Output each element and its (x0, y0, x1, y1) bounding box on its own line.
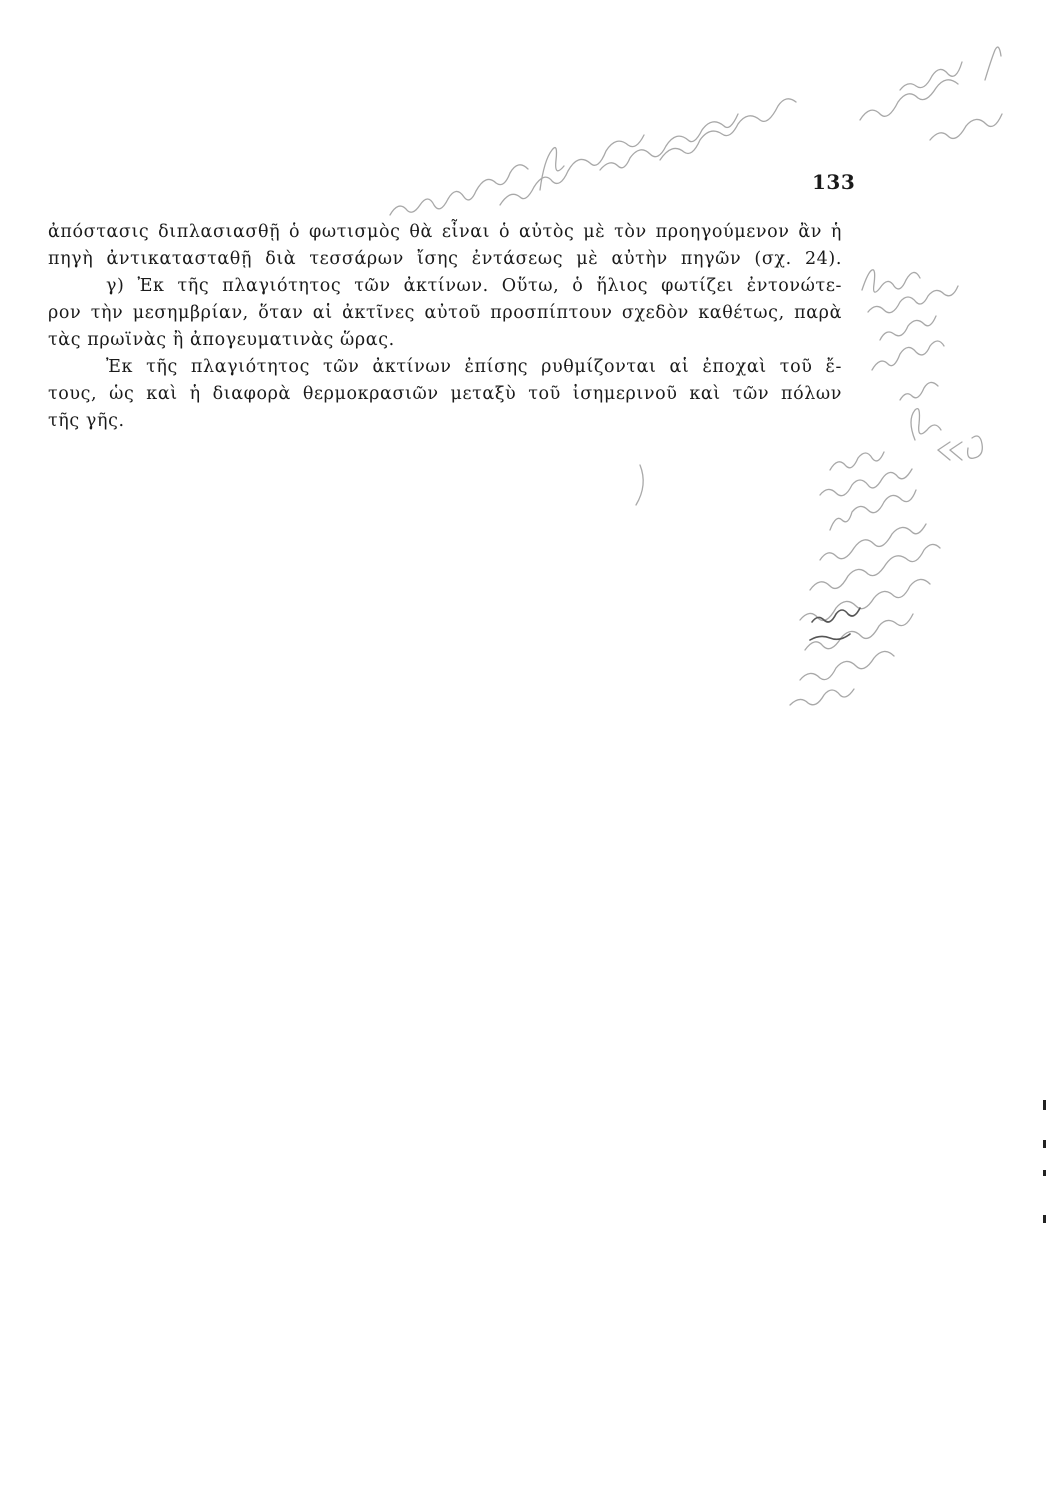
text-line-7: τους, ὡς καὶ ἡ διαφορὰ θερμοκρασιῶν μεταξὺ τοῦ ἰσημερινοῦ καὶ τῶν πόλων (48, 384, 842, 404)
text-line-6: Ἐκ τῆς πλαγιότητος τῶν ἀκτίνων ἐπίσης ρυθμίζονται αἱ ἐποχαὶ τοῦ ἔ- (106, 357, 842, 377)
text-line-1: ἀπόστασις διπλασιασθῇ ὁ φωτισμὸς θὰ εἶναι ὁ αὐτὸς μὲ τὸν προηγούμενον ἂν ἡ (48, 222, 842, 242)
scan-edge-mark (1043, 1100, 1046, 1110)
text-line-3: γ) Ἐκ τῆς πλαγιότητος τῶν ἀκτίνων. Οὕτω, ὁ ἥλιος φωτίζει ἐντονώτε- (106, 276, 842, 296)
text-line-8: τῆς γῆς. (48, 411, 125, 431)
text-line-4: ρον τὴν μεσημβρίαν, ὅταν αἱ ἀκτῖνες αὐτοῦ προσπίπτουν σχεδὸν καθέτως, παρὰ (48, 303, 842, 323)
text-line-5: τὰς πρωϊνὰς ἢ ἀπογευματινὰς ὥρας. (48, 330, 395, 350)
scan-edge-mark (1043, 1215, 1046, 1223)
scan-edge-mark (1043, 1140, 1046, 1148)
text-line-2: πηγὴ ἀντικατασταθῇ διὰ τεσσάρων ἴσης ἐντάσεως μὲ αὐτὴν πηγῶν (σχ. 24). (48, 249, 842, 269)
scan-edge-mark (1043, 1170, 1046, 1176)
page-number: 133 (812, 170, 856, 194)
body-text (48, 219, 842, 435)
